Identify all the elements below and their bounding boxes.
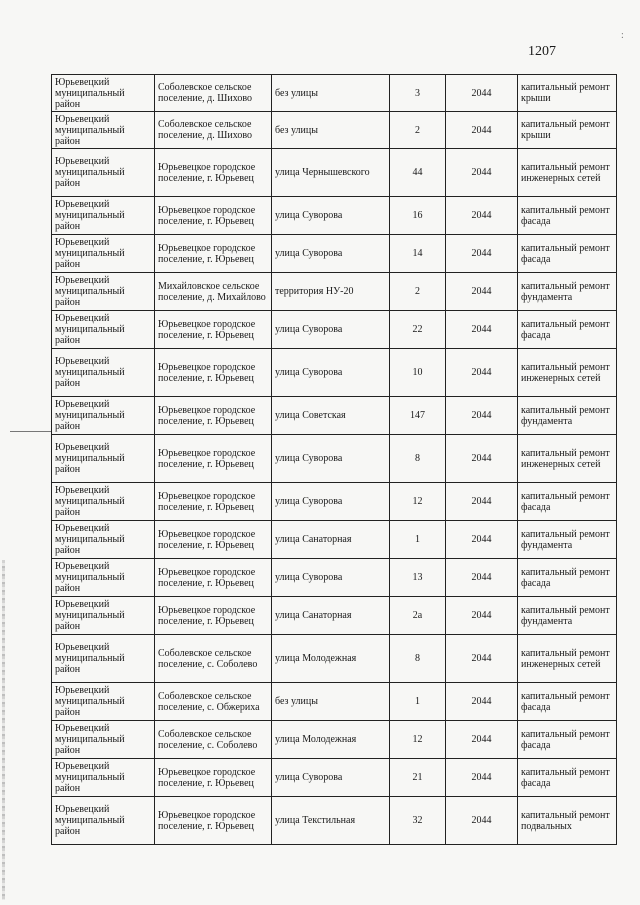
district-cell: Юрьевецкий муниципальный район: [52, 683, 155, 721]
settlement-cell: Юрьевецкое городское поселение, г. Юрьевец: [155, 559, 272, 597]
settlement-cell: Михайловское сельское поселение, д. Михайлово: [155, 273, 272, 311]
work-type-cell: капитальный ремонт инженерных сетей: [518, 635, 617, 683]
work-type-cell: капитальный ремонт фундамента: [518, 521, 617, 559]
scan-edge-artifact: [2, 560, 5, 900]
table-row: [52, 759, 617, 797]
work-type-cell: капитальный ремонт фундамента: [518, 597, 617, 635]
table-row: [52, 521, 617, 559]
street-cell: улица Суворова: [272, 311, 390, 349]
settlement-cell: Юрьевецкое городское поселение, г. Юрьевец: [155, 797, 272, 845]
street-cell: улица Текстильная: [272, 797, 390, 845]
street-cell: без улицы: [272, 75, 390, 112]
year-cell: 2044: [446, 635, 518, 683]
work-type-cell: капитальный ремонт инженерных сетей: [518, 349, 617, 397]
year-cell: 2044: [446, 235, 518, 273]
table-row: [52, 483, 617, 521]
house-number-cell: 14: [390, 235, 446, 273]
house-number-cell: 44: [390, 149, 446, 197]
house-number-cell: 12: [390, 483, 446, 521]
table-row: [52, 311, 617, 349]
year-cell: 2044: [446, 273, 518, 311]
district-cell: Юрьевецкий муниципальный район: [52, 112, 155, 149]
settlement-cell: Юрьевецкое городское поселение, г. Юрьевец: [155, 759, 272, 797]
settlement-cell: Юрьевецкое городское поселение, г. Юрьевец: [155, 521, 272, 559]
street-cell: улица Советская: [272, 397, 390, 435]
table-row: [52, 112, 617, 149]
repair-registry-table: [51, 74, 617, 845]
house-number-cell: 8: [390, 435, 446, 483]
work-type-cell: капитальный ремонт крыши: [518, 75, 617, 112]
street-cell: без улицы: [272, 683, 390, 721]
settlement-cell: Соболевское сельское поселение, д. Шихово: [155, 112, 272, 149]
work-type-cell: капитальный ремонт фасада: [518, 483, 617, 521]
year-cell: 2044: [446, 149, 518, 197]
settlement-cell: Юрьевецкое городское поселение, г. Юрьевец: [155, 483, 272, 521]
street-cell: улица Суворова: [272, 197, 390, 235]
settlement-cell: Юрьевецкое городское поселение, г. Юрьевец: [155, 597, 272, 635]
page-number: 1207: [528, 44, 556, 59]
year-cell: 2044: [446, 597, 518, 635]
year-cell: 2044: [446, 435, 518, 483]
house-number-cell: 22: [390, 311, 446, 349]
settlement-cell: Юрьевецкое городское поселение, г. Юрьевец: [155, 197, 272, 235]
street-cell: улица Чернышевского: [272, 149, 390, 197]
settlement-cell: Юрьевецкое городское поселение, г. Юрьевец: [155, 435, 272, 483]
street-cell: без улицы: [272, 112, 390, 149]
house-number-cell: 21: [390, 759, 446, 797]
district-cell: Юрьевецкий муниципальный район: [52, 149, 155, 197]
district-cell: Юрьевецкий муниципальный район: [52, 521, 155, 559]
district-cell: Юрьевецкий муниципальный район: [52, 75, 155, 112]
table-row: [52, 435, 617, 483]
house-number-cell: 13: [390, 559, 446, 597]
settlement-cell: Соболевское сельское поселение, с. Соболево: [155, 635, 272, 683]
work-type-cell: капитальный ремонт инженерных сетей: [518, 435, 617, 483]
street-cell: улица Суворова: [272, 349, 390, 397]
street-cell: улица Суворова: [272, 235, 390, 273]
table-row: [52, 797, 617, 845]
table-row: [52, 721, 617, 759]
house-number-cell: 32: [390, 797, 446, 845]
work-type-cell: капитальный ремонт фундамента: [518, 273, 617, 311]
house-number-cell: 2: [390, 112, 446, 149]
year-cell: 2044: [446, 721, 518, 759]
settlement-cell: Соболевское сельское поселение, д. Шихово: [155, 75, 272, 112]
year-cell: 2044: [446, 683, 518, 721]
work-type-cell: капитальный ремонт фасада: [518, 311, 617, 349]
work-type-cell: капитальный ремонт фундамента: [518, 397, 617, 435]
table-row: [52, 635, 617, 683]
year-cell: 2044: [446, 759, 518, 797]
year-cell: 2044: [446, 483, 518, 521]
street-cell: улица Санаторная: [272, 521, 390, 559]
street-cell: улица Молодежная: [272, 635, 390, 683]
table-row: [52, 149, 617, 197]
house-number-cell: 16: [390, 197, 446, 235]
year-cell: 2044: [446, 197, 518, 235]
year-cell: 2044: [446, 112, 518, 149]
district-cell: Юрьевецкий муниципальный район: [52, 397, 155, 435]
district-cell: Юрьевецкий муниципальный район: [52, 797, 155, 845]
district-cell: Юрьевецкий муниципальный район: [52, 311, 155, 349]
street-cell: улица Суворова: [272, 759, 390, 797]
scan-dash-artifact: [10, 431, 52, 432]
district-cell: Юрьевецкий муниципальный район: [52, 721, 155, 759]
table-row: [52, 235, 617, 273]
district-cell: Юрьевецкий муниципальный район: [52, 349, 155, 397]
district-cell: Юрьевецкий муниципальный район: [52, 197, 155, 235]
year-cell: 2044: [446, 311, 518, 349]
district-cell: Юрьевецкий муниципальный район: [52, 235, 155, 273]
year-cell: 2044: [446, 75, 518, 112]
work-type-cell: капитальный ремонт крыши: [518, 112, 617, 149]
year-cell: 2044: [446, 797, 518, 845]
work-type-cell: капитальный ремонт фасада: [518, 721, 617, 759]
district-cell: Юрьевецкий муниципальный район: [52, 559, 155, 597]
year-cell: 2044: [446, 349, 518, 397]
table-row: [52, 273, 617, 311]
settlement-cell: Юрьевецкое городское поселение, г. Юрьевец: [155, 397, 272, 435]
district-cell: Юрьевецкий муниципальный район: [52, 483, 155, 521]
street-cell: улица Суворова: [272, 435, 390, 483]
street-cell: территория НУ-20: [272, 273, 390, 311]
table-row: [52, 397, 617, 435]
year-cell: 2044: [446, 559, 518, 597]
house-number-cell: 8: [390, 635, 446, 683]
settlement-cell: Юрьевецкое городское поселение, г. Юрьевец: [155, 311, 272, 349]
table-row: [52, 683, 617, 721]
year-cell: 2044: [446, 521, 518, 559]
house-number-cell: 147: [390, 397, 446, 435]
house-number-cell: 12: [390, 721, 446, 759]
settlement-cell: Юрьевецкое городское поселение, г. Юрьевец: [155, 149, 272, 197]
settlement-cell: Соболевское сельское поселение, с. Соболево: [155, 721, 272, 759]
district-cell: Юрьевецкий муниципальный район: [52, 759, 155, 797]
district-cell: Юрьевецкий муниципальный район: [52, 635, 155, 683]
district-cell: Юрьевецкий муниципальный район: [52, 597, 155, 635]
street-cell: улица Молодежная: [272, 721, 390, 759]
settlement-cell: Юрьевецкое городское поселение, г. Юрьевец: [155, 235, 272, 273]
district-cell: Юрьевецкий муниципальный район: [52, 435, 155, 483]
house-number-cell: 3: [390, 75, 446, 112]
work-type-cell: капитальный ремонт фасада: [518, 559, 617, 597]
settlement-cell: Соболевское сельское поселение, с. Обжериха: [155, 683, 272, 721]
work-type-cell: капитальный ремонт фасада: [518, 235, 617, 273]
house-number-cell: 2а: [390, 597, 446, 635]
work-type-cell: капитальный ремонт фасада: [518, 759, 617, 797]
house-number-cell: 1: [390, 683, 446, 721]
district-cell: Юрьевецкий муниципальный район: [52, 273, 155, 311]
house-number-cell: 1: [390, 521, 446, 559]
street-cell: улица Суворова: [272, 483, 390, 521]
work-type-cell: капитальный ремонт фасада: [518, 683, 617, 721]
street-cell: улица Санаторная: [272, 597, 390, 635]
table-row: [52, 197, 617, 235]
work-type-cell: капитальный ремонт инженерных сетей: [518, 149, 617, 197]
work-type-cell: капитальный ремонт подвальных: [518, 797, 617, 845]
work-type-cell: капитальный ремонт фасада: [518, 197, 617, 235]
registry-body: [52, 75, 617, 845]
street-cell: улица Суворова: [272, 559, 390, 597]
house-number-cell: 2: [390, 273, 446, 311]
table-row: [52, 559, 617, 597]
table-row: [52, 349, 617, 397]
table-row: [52, 75, 617, 112]
corner-mark: :: [621, 30, 624, 41]
year-cell: 2044: [446, 397, 518, 435]
settlement-cell: Юрьевецкое городское поселение, г. Юрьевец: [155, 349, 272, 397]
table-row: [52, 597, 617, 635]
house-number-cell: 10: [390, 349, 446, 397]
